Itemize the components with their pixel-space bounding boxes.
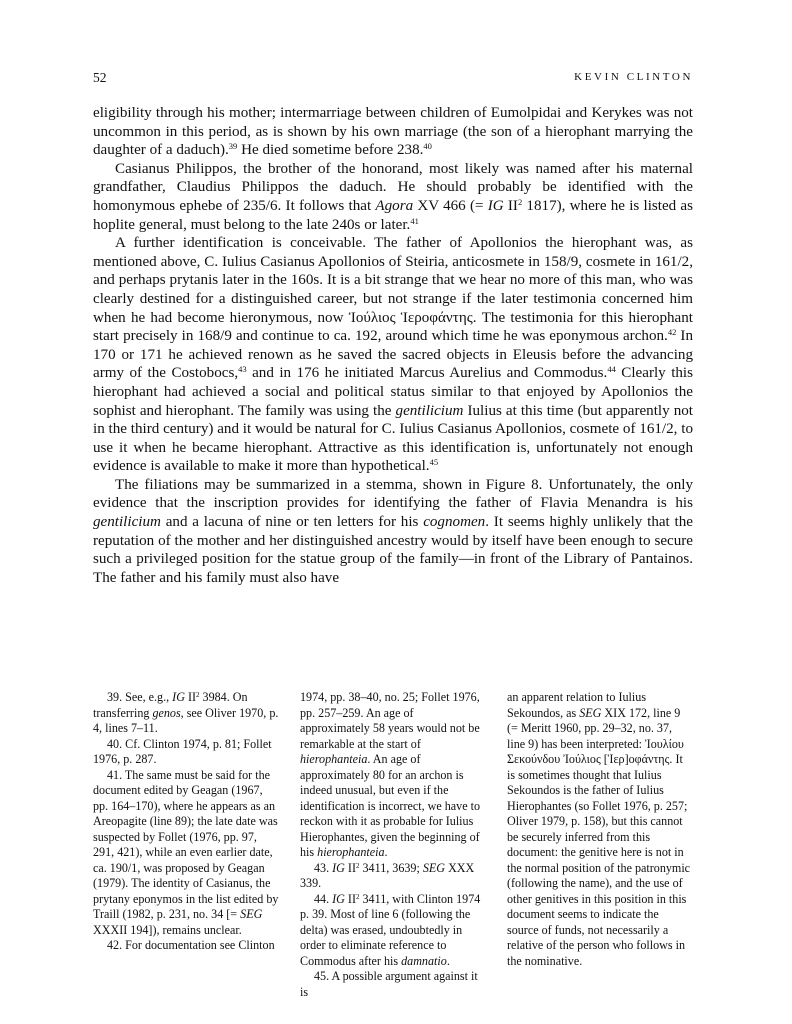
footnote-column-2	[300, 690, 486, 1000]
footnote-42-continued: 1974, pp. 38–40, no. 25; Follet 1976, pp. 257–259. An age of approximately 58 years would not be remarkable at the start of hierophanteia. An age of approximately 80 for an archon is indeed unusual, but even if the identification is incorrect, we have to reckon with it as probable for Iulius Hierophantes, given the beginning of his hierophanteia.	[300, 690, 480, 859]
footnote-ref-39: 39	[228, 141, 238, 152]
page-header	[93, 70, 693, 88]
footnote-45-start: 45. A possible argument against it is	[300, 969, 478, 999]
footnote-39: 39. See, e.g., IG $II^2$ 3984. On transferring genos, see Oliver 1970, p. 4, lines 7–11.	[93, 690, 279, 735]
footnote-42-start: 42. For documentation see Clinton	[107, 938, 275, 952]
main-text	[93, 104, 693, 587]
page-number: 52	[93, 70, 107, 85]
footnote-column-3	[507, 690, 693, 1000]
footnote-ref-41: 41	[410, 215, 419, 226]
footnotes	[93, 690, 693, 1000]
running-head: KEVIN CLINTON	[574, 71, 693, 83]
footnote-ref-40: 40	[423, 141, 432, 152]
footnote-41: 41. The same must be said for the document edited by Geagan (1967, pp. 164–170), where he appears as an Areopagite (line 89); the late date was suspected by Follet (1976, pp. 97, 291, 421), while an even earlier date, ca. 190/1, was proposed by Geagan (1979). The identity of Casianus, the prytany eponymos in the list edited by Traill (1982, p. 231, no. 34 [= SEG XXXII 194]), remains unclear.	[93, 767, 279, 937]
paragraph-3: A further identification is conceivable. The father of Apollonios the hierophant was, as mentioned above, C. Iulius Casianus Apollonios of Steiria, anticosmete in 158/9, cosmete in 161/2, and perhaps prytanis later in the 160s. It is a bit strange that we hear no more of this man, who was clearly destined for a distinguished career, but not strange if the later testimonia concerned him when he had become hieronymous, now Ἰούλιος Ἱεροφάντης. The testimonia for this hierophant start precisely in 168/9 and continue to ca. 192, around which time he was eponymous archon.$^{42}$ In 170 or 171 he achieved renown as he saved the sacred objects in Eleusis before the advancing army of the Costobocs,$^{43}$ and in 176 he initiated Marcus Aurelius and Commodus.$^{44}$ Clearly this hierophant had achieved a social and political status similar to that enjoyed by Apollonios the sophist and hierophant. The family was using the gentilicium Iulius at this time (but apparently not in the third century) and it would be natural for C. Iulius Casianus Apollonios, cosmete of 161/2, to use it when he became hierophant. Attractive as this identification is, unfortunately not enough evidence is available to make it more than hypothetical.$^{45}$	[93, 235, 694, 475]
footnote-43: 43. IG $II^2$ 3411, 3639; SEG XXX 339.	[300, 860, 475, 890]
paragraph-4: The filiations may be summarized in a stemma, shown in Figure 8. Unfortunately, the only evidence that the inscription provides for identifying the father of Flavia Menandra is his gentilicium and a lacuna of nine or ten letters for his cognomen. It seems highly unlikely that the reputation of the mother and her distinguished ancestry would by itself have been enough to secure such a privileged position for the statue group of the family—in front of the Library of Pantainos. The father and his family must also have	[93, 476, 693, 586]
footnote-ref-43: 43	[238, 364, 247, 375]
footnote-40: 40. Cf. Clinton 1974, p. 81; Follet 1976, p. 287.	[93, 736, 272, 766]
footnote-45-continued: an apparent relation to Iulius Sekoundos, as SEG XIX 172, line 9 (= Meritt 1960, pp. 29–32, no. 37, line 9) has been interpreted: Ἰουλίου Σεκούνδου Ἰούλιος [Ἱερ]οφάντης. It is sometimes thought that Iulius Sekoundos is the father of Iulius Hierophantes (so Follet 1976, p. 257; Oliver 1979, p. 158), but this cannot be securely inferred from this document: the genitive here is not in the normal position of the patronymic (following the name), and the use of other genitives in this position in this document seems to indicate the source of funds, not necessarily a relative of the person who follows in the nominative.	[507, 690, 691, 968]
footnote-ref-42: 42	[667, 327, 677, 338]
footnote-ref-44: 44	[607, 364, 616, 375]
paragraph-2: Casianus Philippos, the brother of the honorand, most likely was named after his maternal grandfather, Claudius Philippos the daduch. He should probably be identified with the homonymous ephebe of 235/6. It follows that Agora XV 466 (= IG $II^2$ 1817), where he is listed as hoplite general, must belong to the late 240s or later.$^{41}$	[93, 160, 694, 233]
footnote-44: 44. IG $II^2$ 3411, with Clinton 1974 p. 39. Most of line 6 (following the delta) was erased, undoubtedly in order to eliminate reference to Commodus after his damnatio.	[300, 891, 481, 968]
paragraph-1: eligibility through his mother; intermarriage between children of Eumolpidai and Kerykes was not uncommon in this period, as is shown by his own marriage (the son of a hierophant marrying the daughter of a daduch).$^{39}$ He died sometime before 238.40	[93, 105, 693, 159]
footnote-ref-45: 45	[429, 457, 439, 468]
footnote-column-1	[93, 690, 279, 1000]
